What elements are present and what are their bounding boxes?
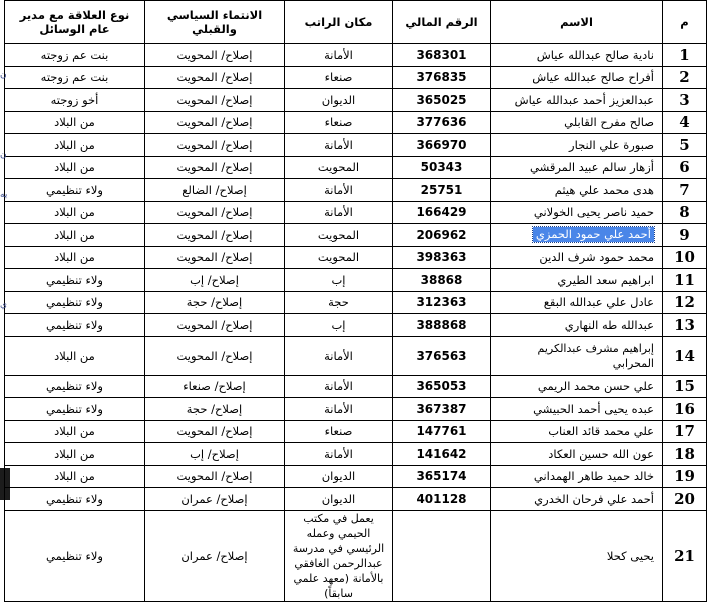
cell-salary-location[interactable]: الديوان	[285, 488, 393, 511]
cell-affiliation[interactable]: إصلاح/ المحويت	[145, 420, 285, 443]
cell-index[interactable]: 4	[663, 111, 707, 134]
cell-financial-number[interactable]: 312363	[393, 291, 491, 314]
header-name[interactable]: الاسم	[491, 1, 663, 44]
cell-relation[interactable]: بنت عم زوجته	[5, 44, 145, 67]
cell-index[interactable]: 13	[663, 314, 707, 337]
cell-relation[interactable]: من البلاد	[5, 134, 145, 157]
cell-salary-location[interactable]: الأمانة	[285, 44, 393, 67]
cell-salary-location[interactable]: صنعاء	[285, 420, 393, 443]
cell-relation[interactable]: ولاء تنظيمي	[5, 398, 145, 421]
cell-relation[interactable]: من البلاد	[5, 465, 145, 488]
table-row[interactable]	[5, 291, 707, 314]
cell-index[interactable]: 15	[663, 375, 707, 398]
cell-index[interactable]: 12	[663, 291, 707, 314]
cell-salary-location[interactable]: الأمانة	[285, 336, 393, 375]
cell-salary-location[interactable]: صنعاء	[285, 66, 393, 89]
table-row[interactable]	[5, 443, 707, 466]
cell-financial-number[interactable]: 376835	[393, 66, 491, 89]
cell-salary-location[interactable]: الأمانة	[285, 201, 393, 224]
cell-affiliation[interactable]: إصلاح/ المحويت	[145, 246, 285, 269]
cell-affiliation[interactable]: إصلاح/ المحويت	[145, 465, 285, 488]
table-row[interactable]	[5, 375, 707, 398]
table-row[interactable]	[5, 44, 707, 67]
cell-affiliation[interactable]: إصلاح/ المحويت	[145, 156, 285, 179]
margin-mark: يه	[0, 190, 8, 200]
document-table-container	[4, 0, 706, 600]
cell-salary-location[interactable]: إب	[285, 314, 393, 337]
cell-financial-number[interactable]: 25751	[393, 179, 491, 202]
cell-financial-number[interactable]: 398363	[393, 246, 491, 269]
cell-financial-number[interactable]: 376563	[393, 336, 491, 375]
cell-name[interactable]: إبراهيم مشرف عبدالكريم المحرابي	[491, 336, 663, 375]
cell-index[interactable]: 6	[663, 156, 707, 179]
table-row[interactable]	[5, 201, 707, 224]
margin-mark: ي	[0, 300, 8, 310]
cell-name[interactable]: عون الله حسين العكاد	[491, 443, 663, 466]
cell-name[interactable]: عادل علي عبدالله البقع	[491, 291, 663, 314]
cell-index[interactable]: 14	[663, 336, 707, 375]
cell-salary-location[interactable]: الأمانة	[285, 375, 393, 398]
cell-affiliation[interactable]: إصلاح/ صنعاء	[145, 375, 285, 398]
cell-affiliation[interactable]: إصلاح/ المحويت	[145, 44, 285, 67]
cell-affiliation[interactable]: إصلاح/ المحويت	[145, 224, 285, 247]
cell-relation[interactable]: بنت عم زوجته	[5, 66, 145, 89]
cell-relation[interactable]: ولاء تنظيمي	[5, 510, 145, 601]
cell-affiliation[interactable]: إصلاح/ الضالع	[145, 179, 285, 202]
cell-affiliation[interactable]: إصلاح/ عمران	[145, 510, 285, 601]
cell-financial-number[interactable]: 166429	[393, 201, 491, 224]
header-salary-location[interactable]: مكان الراتب	[285, 1, 393, 44]
cell-salary-location[interactable]: المحويت	[285, 224, 393, 247]
cell-relation[interactable]: ولاء تنظيمي	[5, 269, 145, 292]
cell-financial-number[interactable]	[393, 510, 491, 601]
cell-name[interactable]: يحيى كحلا	[491, 510, 663, 601]
cell-index[interactable]: 21	[663, 510, 707, 601]
cell-relation[interactable]: ولاء تنظيمي	[5, 179, 145, 202]
header-financial-number[interactable]: الرقم المالي	[393, 1, 491, 44]
cell-index[interactable]: 17	[663, 420, 707, 443]
cell-financial-number[interactable]: 50343	[393, 156, 491, 179]
cell-index[interactable]: 3	[663, 89, 707, 112]
cell-relation[interactable]: ولاء تنظيمي	[5, 314, 145, 337]
table-row[interactable]	[5, 398, 707, 421]
table-row[interactable]	[5, 465, 707, 488]
cell-name[interactable]: أحمد علي فرحان الخدري	[491, 488, 663, 511]
cell-relation[interactable]: ولاء تنظيمي	[5, 488, 145, 511]
cell-financial-number[interactable]: 206962	[393, 224, 491, 247]
cell-salary-location[interactable]: يعمل في مكتب الحيمي وعمله الرئيسي في مدرسة عبدالرحمن الغافقي بالأمانة (معهد علمي سابقاً)	[285, 510, 393, 601]
selected-text[interactable]: أحمد علي حمود الحمزي	[533, 227, 654, 242]
cell-salary-location[interactable]: المحويت	[285, 156, 393, 179]
cell-salary-location[interactable]: المحويت	[285, 246, 393, 269]
cell-financial-number[interactable]: 365025	[393, 89, 491, 112]
cell-financial-number[interactable]: 366970	[393, 134, 491, 157]
cell-salary-location[interactable]: الأمانة	[285, 443, 393, 466]
table-row[interactable]	[5, 224, 707, 247]
table-row[interactable]	[5, 156, 707, 179]
cell-index[interactable]: 18	[663, 443, 707, 466]
table-row[interactable]	[5, 111, 707, 134]
cell-salary-location[interactable]: الديوان	[285, 465, 393, 488]
affiliation-table	[4, 0, 707, 602]
cell-name[interactable]: صالح مفرح القابلي	[491, 111, 663, 134]
cell-affiliation[interactable]: إصلاح/ المحويت	[145, 201, 285, 224]
table-row[interactable]	[5, 420, 707, 443]
cell-name[interactable]: ابراهيم سعد الطيري	[491, 269, 663, 292]
cell-name[interactable]: أفراح صالح عبدالله عياش	[491, 66, 663, 89]
cell-index[interactable]: 20	[663, 488, 707, 511]
table-row[interactable]	[5, 246, 707, 269]
cell-affiliation[interactable]: إصلاح/ عمران	[145, 488, 285, 511]
margin-mark: ن	[0, 150, 7, 160]
cell-name[interactable]: علي حسن محمد الريمي	[491, 375, 663, 398]
header-relation[interactable]: نوع العلاقة مع مدير عام الوسائل	[5, 1, 145, 44]
cell-name[interactable]: صبورة علي النجار	[491, 134, 663, 157]
cell-salary-location[interactable]: الأمانة	[285, 134, 393, 157]
cell-relation[interactable]: من البلاد	[5, 336, 145, 375]
cell-name[interactable]: خالد حميد طاهر الهمداني	[491, 465, 663, 488]
table-row[interactable]	[5, 179, 707, 202]
cell-relation[interactable]: ولاء تنظيمي	[5, 291, 145, 314]
cell-financial-number[interactable]: 377636	[393, 111, 491, 134]
cell-affiliation[interactable]: إصلاح/ إب	[145, 443, 285, 466]
cell-affiliation[interactable]: إصلاح/ إب	[145, 269, 285, 292]
cell-relation[interactable]: من البلاد	[5, 224, 145, 247]
cell-affiliation[interactable]: إصلاح/ المحويت	[145, 314, 285, 337]
margin-mark: ن	[0, 70, 7, 80]
header-index[interactable]: م	[663, 1, 707, 44]
table-row[interactable]	[5, 134, 707, 157]
cell-relation[interactable]: أخو زوجته	[5, 89, 145, 112]
table-row[interactable]	[5, 336, 707, 375]
cell-affiliation[interactable]: إصلاح/ المحويت	[145, 134, 285, 157]
cell-financial-number[interactable]: 368301	[393, 44, 491, 67]
cell-financial-number[interactable]: 388868	[393, 314, 491, 337]
cell-index[interactable]: 5	[663, 134, 707, 157]
cell-index[interactable]: 8	[663, 201, 707, 224]
cell-name[interactable]: نادية صالح عبدالله عياش	[491, 44, 663, 67]
table-row[interactable]	[5, 314, 707, 337]
cell-index[interactable]: 16	[663, 398, 707, 421]
cell-name[interactable]: علي محمد قائد العناب	[491, 420, 663, 443]
cell-name[interactable]: عبدالعزيز أحمد عبدالله عياش	[491, 89, 663, 112]
cell-name[interactable]	[491, 224, 663, 247]
cell-relation[interactable]: من البلاد	[5, 111, 145, 134]
table-row[interactable]	[5, 510, 707, 601]
cell-financial-number[interactable]: 147761	[393, 420, 491, 443]
cell-name[interactable]: هدى محمد علي هيثم	[491, 179, 663, 202]
cell-index[interactable]: 10	[663, 246, 707, 269]
cell-financial-number[interactable]: 365174	[393, 465, 491, 488]
table-body	[5, 44, 707, 602]
table-row[interactable]	[5, 269, 707, 292]
cell-affiliation[interactable]: إصلاح/ حجة	[145, 398, 285, 421]
cell-financial-number[interactable]: 141642	[393, 443, 491, 466]
cell-index[interactable]: 7	[663, 179, 707, 202]
cell-salary-location[interactable]: الديوان	[285, 89, 393, 112]
cell-financial-number[interactable]: 367387	[393, 398, 491, 421]
cell-affiliation[interactable]: إصلاح/ المحويت	[145, 111, 285, 134]
cell-financial-number[interactable]: 401128	[393, 488, 491, 511]
cell-relation[interactable]: من البلاد	[5, 420, 145, 443]
cell-salary-location[interactable]: الأمانة	[285, 398, 393, 421]
cell-salary-location[interactable]: إب	[285, 269, 393, 292]
table-row[interactable]	[5, 66, 707, 89]
table-header-row	[5, 1, 707, 44]
cell-relation[interactable]: من البلاد	[5, 156, 145, 179]
cell-index[interactable]: 19	[663, 465, 707, 488]
cell-index[interactable]: 9	[663, 224, 707, 247]
cell-affiliation[interactable]: إصلاح/ المحويت	[145, 336, 285, 375]
cell-relation[interactable]: من البلاد	[5, 443, 145, 466]
cell-index[interactable]: 1	[663, 44, 707, 67]
cell-name[interactable]: حميد ناصر يحيى الخولاني	[491, 201, 663, 224]
cell-name[interactable]: عبدالله طه النهاري	[491, 314, 663, 337]
cell-affiliation[interactable]: إصلاح/ حجة	[145, 291, 285, 314]
cell-affiliation[interactable]: إصلاح/ المحويت	[145, 89, 285, 112]
cell-salary-location[interactable]: صنعاء	[285, 111, 393, 134]
cell-name[interactable]: محمد حمود شرف الدين	[491, 246, 663, 269]
cell-name[interactable]: أزهار سالم عبيد المرقشي	[491, 156, 663, 179]
cell-relation[interactable]: ولاء تنظيمي	[5, 375, 145, 398]
cell-salary-location[interactable]: الأمانة	[285, 179, 393, 202]
cell-index[interactable]: 2	[663, 66, 707, 89]
cell-salary-location[interactable]: حجة	[285, 291, 393, 314]
cell-affiliation[interactable]: إصلاح/ المحويت	[145, 66, 285, 89]
cell-name[interactable]: عبده يحيى أحمد الحبيشي	[491, 398, 663, 421]
table-row[interactable]	[5, 89, 707, 112]
cell-financial-number[interactable]: 38868	[393, 269, 491, 292]
cell-financial-number[interactable]: 365053	[393, 375, 491, 398]
cell-index[interactable]: 11	[663, 269, 707, 292]
cell-relation[interactable]: من البلاد	[5, 246, 145, 269]
header-affiliation[interactable]: الانتماء السياسي والقبلي	[145, 1, 285, 44]
cell-relation[interactable]: من البلاد	[5, 201, 145, 224]
table-row[interactable]	[5, 488, 707, 511]
